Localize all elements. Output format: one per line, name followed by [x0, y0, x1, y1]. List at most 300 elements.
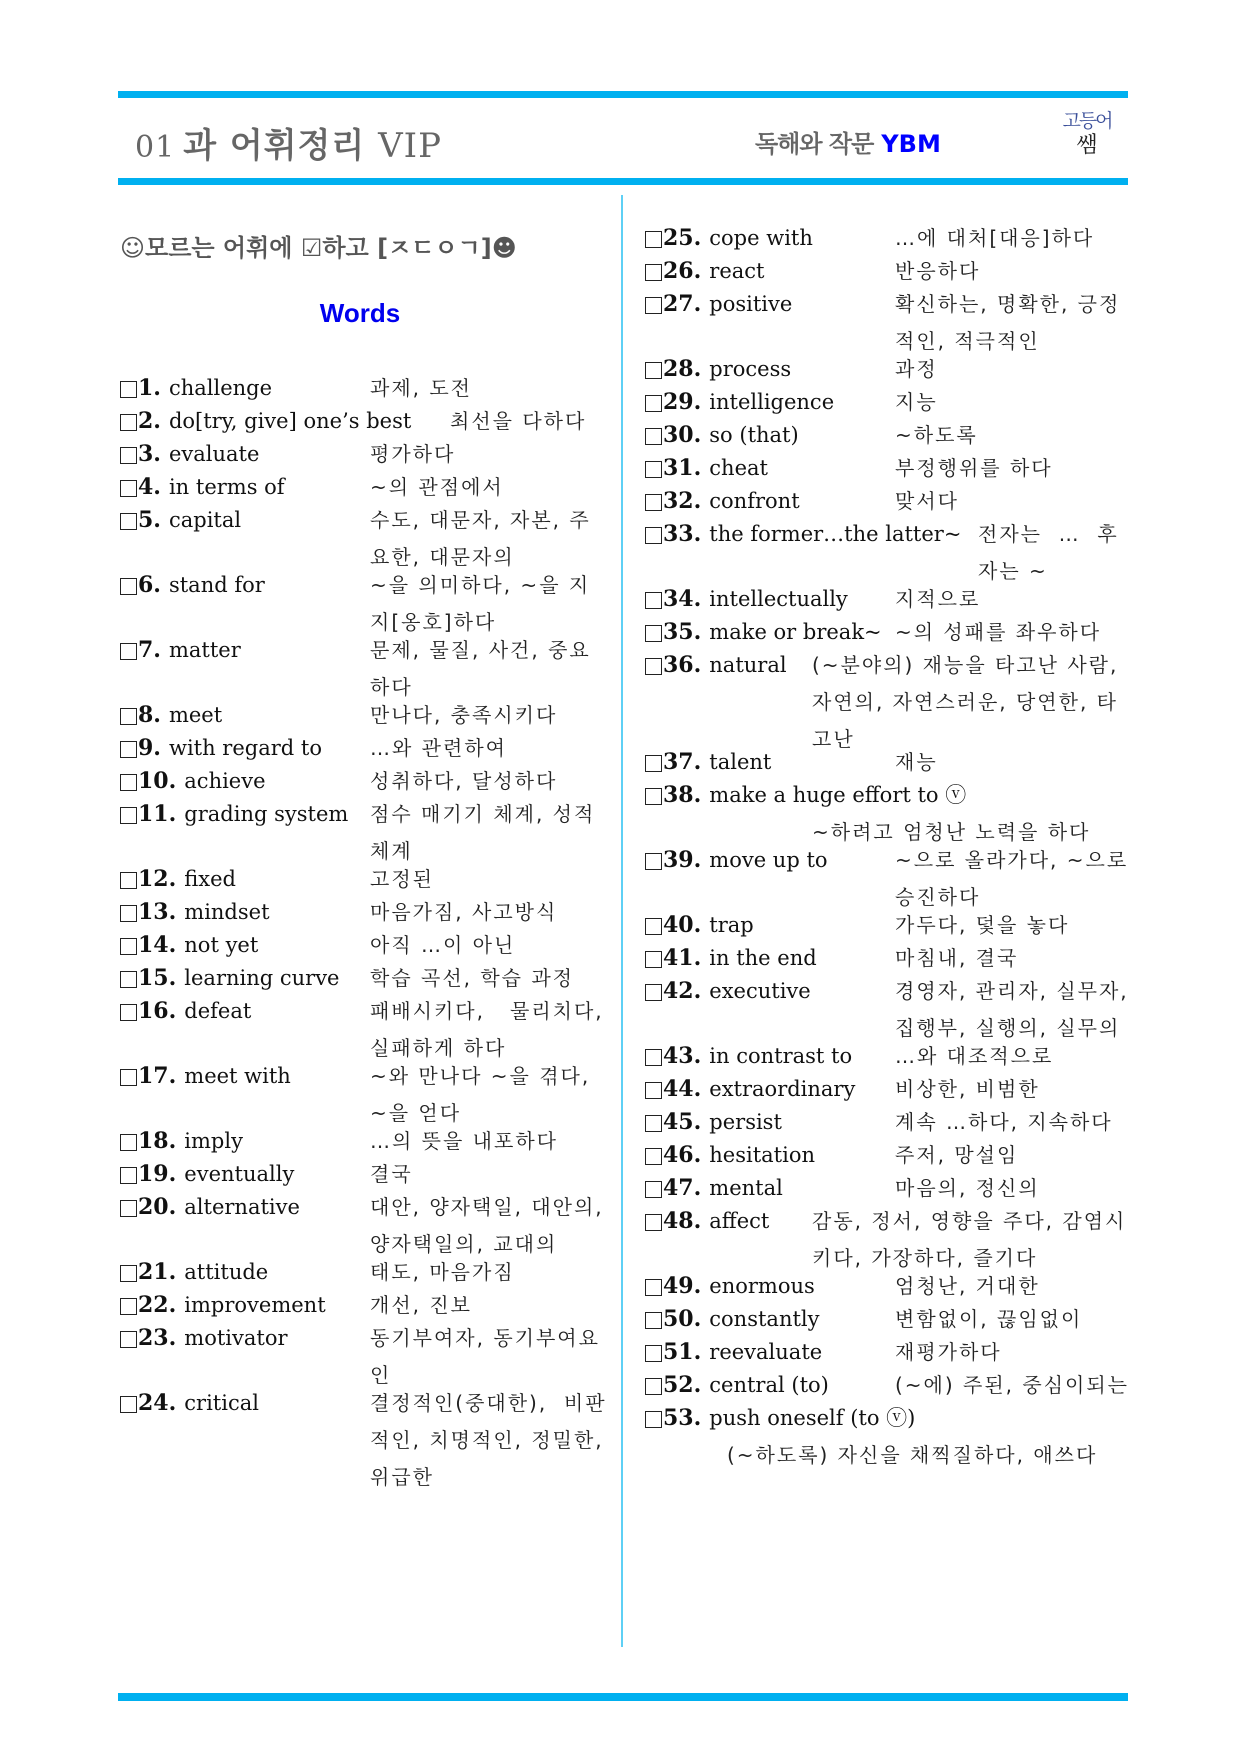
- meaning-line: 확신하는, 명확한, 긍정: [895, 292, 1121, 316]
- english-term: stand for: [168, 573, 265, 597]
- entry-number: 42.: [663, 977, 702, 1004]
- checkbox-icon[interactable]: [120, 1004, 137, 1021]
- meaning-line: 체계: [370, 839, 413, 863]
- english-term: persist: [709, 1109, 782, 1134]
- entry-number: 46.: [663, 1141, 702, 1168]
- entry-number: 29.: [663, 389, 702, 415]
- english-term: attitude: [184, 1260, 269, 1284]
- checkbox-icon[interactable]: [120, 578, 137, 595]
- english-term: with regard to: [168, 736, 322, 760]
- meaning-line: 마음가짐, 사고방식: [370, 900, 558, 924]
- meaning-line: 인: [370, 1363, 392, 1387]
- vocab-entry: [120, 370, 610, 403]
- checkbox-icon[interactable]: [120, 1167, 137, 1184]
- meaning-line: …에 대처[대응]하다: [895, 226, 1095, 250]
- entry-number: 24.: [138, 1390, 177, 1416]
- english-term: alternative: [184, 1195, 300, 1219]
- checkbox-icon[interactable]: [645, 1049, 662, 1066]
- korean-meaning: [895, 1268, 1135, 1305]
- meaning-line: ~의 성패를 좌우하다: [895, 620, 1102, 644]
- vocab-entry: [120, 1320, 610, 1385]
- vocab-entry: [645, 842, 1130, 907]
- entry-number: 19.: [138, 1161, 177, 1187]
- meaning-line: 결정적인(중대한), 비판: [370, 1391, 607, 1415]
- entry-number: 43.: [663, 1042, 702, 1069]
- vocab-entry: [645, 253, 1130, 286]
- checkbox-icon[interactable]: [120, 905, 137, 922]
- english-term: trap: [709, 912, 754, 937]
- korean-meaning: [895, 940, 1135, 977]
- vocab-entry: [120, 763, 610, 796]
- checkbox-icon[interactable]: [120, 381, 137, 398]
- english-term: extraordinary: [709, 1076, 856, 1101]
- korean-meaning: [370, 796, 610, 870]
- checkbox-icon[interactable]: [645, 1345, 662, 1362]
- meaning-line: 위급한: [370, 1465, 434, 1489]
- english-term: achieve: [184, 769, 266, 793]
- checkbox-icon[interactable]: [645, 1279, 662, 1296]
- entry-number: 41.: [663, 944, 702, 971]
- entry-number: 9.: [138, 735, 161, 761]
- vocab-entry: [120, 403, 610, 436]
- korean-meaning: [895, 973, 1135, 1047]
- korean-meaning: [978, 516, 1135, 590]
- meaning-line: 대안, 양자택일, 대안의,: [370, 1195, 604, 1219]
- entry-number: 2.: [138, 408, 161, 434]
- entry-number: 48.: [663, 1207, 702, 1234]
- vocab-entry: [645, 581, 1130, 614]
- vocab-entry: [120, 796, 610, 861]
- checkbox-icon[interactable]: [645, 1312, 662, 1329]
- korean-meaning: [370, 960, 610, 997]
- korean-meaning: [895, 286, 1135, 360]
- teacher-logo: [1060, 112, 1114, 172]
- english-term: hesitation: [709, 1142, 816, 1167]
- checkbox-icon[interactable]: [645, 1214, 662, 1231]
- vocab-entry: [645, 220, 1130, 253]
- english-term: cope with: [709, 226, 813, 250]
- meaning-line: 전자는 … 후: [978, 522, 1119, 546]
- checkbox-icon[interactable]: [645, 951, 662, 968]
- vocab-entry: [645, 384, 1130, 417]
- entry-number: 26.: [663, 258, 702, 284]
- meaning-line: 하다: [370, 675, 413, 699]
- english-term: evaluate: [168, 442, 260, 466]
- english-term: process: [709, 357, 792, 381]
- meaning-line: 재능: [895, 749, 938, 774]
- vocab-entry: [120, 960, 610, 993]
- korean-meaning: [895, 842, 1135, 916]
- checkbox-icon[interactable]: [645, 527, 662, 544]
- checkbox-icon[interactable]: [645, 1181, 662, 1198]
- english-term: mental: [709, 1175, 783, 1200]
- korean-meaning: [895, 1038, 1135, 1075]
- checkbox-icon[interactable]: [645, 755, 662, 772]
- checkbox-icon[interactable]: [645, 918, 662, 935]
- english-term: make or break~: [709, 620, 882, 644]
- korean-meaning: [370, 1385, 610, 1496]
- checkbox-icon[interactable]: [645, 231, 662, 248]
- checkbox-icon[interactable]: [120, 447, 137, 464]
- checkbox-icon[interactable]: [120, 513, 137, 530]
- vocab-entry: [120, 1385, 610, 1489]
- meaning-line: ~하도록: [895, 423, 978, 447]
- section-title-words: Words: [319, 298, 401, 328]
- meaning-line: 변함없이, 끊임없이: [895, 1306, 1083, 1331]
- meaning-line: 맞서다: [895, 489, 959, 513]
- korean-meaning: [370, 763, 610, 800]
- checkbox-icon[interactable]: [120, 971, 137, 988]
- entry-number: 37.: [663, 748, 702, 775]
- header-top-rule: [118, 91, 1128, 98]
- vocab-entry: [645, 1071, 1130, 1104]
- english-term: make a huge effort to ⓥ: [709, 782, 967, 807]
- vocab-entry: [120, 436, 610, 469]
- meaning-line: 실패하게 하다: [370, 1036, 507, 1060]
- checkbox-icon[interactable]: [120, 938, 137, 955]
- english-term: in the end: [709, 945, 817, 970]
- vocab-entry: [645, 1170, 1130, 1203]
- entry-number: 40.: [663, 911, 702, 938]
- entry-number: 7.: [138, 637, 161, 663]
- checkbox-icon[interactable]: [645, 1411, 662, 1428]
- korean-meaning: [370, 632, 610, 706]
- meaning-line: 부정행위를 하다: [895, 456, 1053, 480]
- meaning-line: 마음의, 정신의: [895, 1175, 1040, 1200]
- entry-number: 27.: [663, 291, 702, 317]
- english-term: improvement: [184, 1293, 326, 1317]
- checkbox-icon[interactable]: [120, 1200, 137, 1217]
- entry-number: 49.: [663, 1272, 702, 1299]
- meaning-line: 가두다, 덫을 놓다: [895, 912, 1070, 937]
- korean-meaning: [370, 927, 610, 964]
- logo-line2: 쌤: [1076, 133, 1098, 158]
- checkbox-icon[interactable]: [645, 264, 662, 281]
- lesson-number: 01: [135, 130, 176, 165]
- entry-number: 35.: [663, 619, 702, 645]
- checkbox-icon[interactable]: [120, 643, 137, 660]
- vocab-entry: [645, 450, 1130, 483]
- english-term: react: [709, 259, 765, 283]
- vocab-entry: [645, 744, 1130, 777]
- checkbox-icon[interactable]: [645, 1378, 662, 1395]
- checkbox-icon[interactable]: [645, 592, 662, 609]
- english-term: intelligence: [709, 390, 835, 414]
- korean-meaning: (~하도록) 자신을 채찍질하다, 애쓰다: [727, 1442, 1098, 1467]
- checkbox-icon[interactable]: [120, 741, 137, 758]
- vocab-entry: [645, 1137, 1130, 1170]
- entry-number: 30.: [663, 422, 702, 448]
- korean-meaning: [370, 1156, 610, 1193]
- korean-meaning: [895, 744, 1135, 781]
- english-term: meet with: [184, 1064, 291, 1088]
- checkbox-icon[interactable]: [645, 1115, 662, 1132]
- checkbox-icon[interactable]: [645, 658, 662, 675]
- entry-number: 44.: [663, 1075, 702, 1102]
- english-term: capital: [168, 508, 242, 532]
- checkbox-icon[interactable]: [120, 414, 137, 431]
- meaning-line: 승진하다: [895, 884, 981, 909]
- entry-number: 45.: [663, 1108, 702, 1135]
- logo-line1: 고등어: [1062, 110, 1112, 132]
- korean-meaning: [370, 993, 610, 1067]
- english-term: the former…the latter~: [709, 522, 962, 546]
- meaning-line: 재평가하다: [895, 1339, 1002, 1364]
- meaning-line: 비상한, 비범한: [895, 1076, 1040, 1101]
- english-term: grading system: [184, 802, 349, 826]
- vocab-entry: [645, 1038, 1130, 1071]
- checkbox-icon[interactable]: [645, 461, 662, 478]
- vocab-entry: [120, 927, 610, 960]
- checkbox-icon[interactable]: [120, 1331, 137, 1348]
- title-text: 과 어휘정리: [183, 126, 366, 166]
- meaning-line: 요한, 대문자의: [370, 545, 515, 569]
- vocab-entry: [120, 894, 610, 927]
- entry-number: 3.: [138, 441, 161, 467]
- checkbox-icon[interactable]: [120, 774, 137, 791]
- vocab-entry: [120, 502, 610, 567]
- english-term: so (that): [709, 423, 799, 447]
- english-term: critical: [184, 1391, 259, 1415]
- checkbox-icon[interactable]: [120, 872, 137, 889]
- meaning-line: 과제, 도전: [370, 376, 472, 400]
- meaning-line: ~와 만나다 ~을 겪다,: [370, 1064, 591, 1088]
- meaning-line: ~을 얻다: [370, 1101, 462, 1125]
- entry-number: 38.: [663, 781, 702, 808]
- entry-number: 31.: [663, 455, 702, 481]
- korean-meaning: [370, 567, 610, 641]
- english-term: confront: [709, 489, 800, 513]
- meaning-line: (~분야의) 재능을 타고난 사람,: [812, 653, 1119, 677]
- meaning-line: 성취하다, 달성하다: [370, 769, 558, 793]
- english-term: in terms of: [168, 475, 285, 499]
- entry-number: 13.: [138, 899, 177, 925]
- entry-number: 11.: [138, 801, 177, 827]
- entry-number: 23.: [138, 1325, 177, 1351]
- meaning-line: 엄청난, 거대한: [895, 1273, 1040, 1298]
- checkbox-icon[interactable]: [120, 708, 137, 725]
- korean-meaning: [895, 450, 1135, 487]
- checkbox-icon[interactable]: [645, 395, 662, 412]
- english-term: not yet: [184, 933, 259, 957]
- entry-number: 15.: [138, 965, 177, 991]
- meaning-line: ~을 의미하다, ~을 지: [370, 573, 591, 597]
- checkbox-icon[interactable]: [645, 788, 662, 805]
- english-term: talent: [709, 749, 772, 774]
- vocab-entry: [645, 1334, 1130, 1367]
- korean-meaning: [370, 1287, 610, 1324]
- entry-number: 22.: [138, 1292, 177, 1318]
- entry-number: 47.: [663, 1174, 702, 1201]
- checkbox-icon[interactable]: [120, 1134, 137, 1151]
- korean-meaning: ~하려고 엄청난 노력을 하다: [812, 819, 1091, 844]
- english-term: matter: [168, 638, 241, 662]
- entry-number: 10.: [138, 768, 177, 794]
- entry-number: 6.: [138, 572, 161, 598]
- vocab-entry: [645, 907, 1130, 940]
- korean-meaning: [895, 483, 1135, 520]
- english-term: mindset: [184, 900, 270, 924]
- entry-number: 5.: [138, 507, 161, 533]
- checkbox-icon[interactable]: [645, 297, 662, 314]
- english-term: cheat: [709, 456, 768, 480]
- korean-meaning: [895, 581, 1135, 618]
- meaning-line: 개선, 진보: [370, 1293, 472, 1317]
- english-term: positive: [709, 292, 793, 316]
- english-term: learning curve: [184, 966, 340, 990]
- vocab-entry: [645, 1367, 1130, 1400]
- entry-number: 25.: [663, 225, 702, 251]
- meaning-line: (~에) 주된, 중심이되는: [895, 1372, 1129, 1397]
- column-divider: [621, 195, 623, 1647]
- entry-number: 17.: [138, 1063, 177, 1089]
- korean-meaning: [812, 647, 1135, 758]
- korean-meaning: [895, 1334, 1135, 1371]
- footer-rule: [118, 1693, 1128, 1701]
- vocab-entry: [645, 286, 1130, 351]
- meaning-line: 주저, 망설임: [895, 1142, 1019, 1167]
- vocab-entry: [120, 1254, 610, 1287]
- korean-meaning: [370, 469, 610, 506]
- korean-meaning: [370, 730, 610, 767]
- korean-meaning: [895, 1137, 1135, 1174]
- korean-meaning: [895, 417, 1135, 454]
- vocab-entry: [645, 973, 1130, 1038]
- korean-meaning: [895, 907, 1135, 944]
- english-term: central (to): [709, 1372, 829, 1397]
- left-word-list: [120, 370, 610, 1489]
- english-term: challenge: [168, 376, 273, 400]
- entry-number: 39.: [663, 846, 702, 873]
- english-term: natural: [709, 653, 787, 677]
- english-term: in contrast to: [709, 1043, 853, 1068]
- korean-meaning: [895, 1170, 1135, 1207]
- korean-meaning: [895, 351, 1135, 388]
- meaning-line: ~의 관점에서: [370, 475, 504, 499]
- title-vip: VIP: [378, 126, 442, 166]
- entry-number: 8.: [138, 702, 161, 728]
- meaning-line: 동기부여자, 동기부여요: [370, 1326, 600, 1350]
- english-term: constantly: [709, 1306, 820, 1331]
- checkbox-icon[interactable]: [645, 1148, 662, 1165]
- meaning-line: 점수 매기기 체계, 성적: [370, 802, 596, 826]
- vocab-entry: [645, 351, 1130, 384]
- entry-number: 33.: [663, 521, 702, 547]
- checkbox-icon[interactable]: [645, 494, 662, 511]
- korean-meaning: [370, 1254, 610, 1291]
- english-term: imply: [184, 1129, 243, 1153]
- meaning-line: 경영자, 관리자, 실무자,: [895, 978, 1129, 1003]
- entry-number: 34.: [663, 586, 702, 612]
- book-name: [755, 124, 941, 159]
- right-word-list: [645, 220, 1130, 1465]
- meaning-line: 지적으로: [895, 587, 981, 611]
- checkbox-icon[interactable]: [645, 984, 662, 1001]
- checkbox-icon[interactable]: [645, 625, 662, 642]
- english-term: intellectually: [709, 587, 848, 611]
- english-term: motivator: [184, 1326, 288, 1350]
- checkbox-icon[interactable]: [645, 428, 662, 445]
- checkbox-icon[interactable]: [120, 1069, 137, 1086]
- english-term: reevaluate: [709, 1339, 823, 1364]
- page-title: [135, 118, 442, 167]
- korean-meaning: [812, 1203, 1135, 1277]
- korean-meaning: [895, 1367, 1135, 1404]
- meaning-line: 양자택일의, 교대의: [370, 1232, 558, 1256]
- korean-meaning: [895, 1071, 1135, 1108]
- checkbox-icon[interactable]: [120, 1396, 137, 1413]
- checkbox-icon[interactable]: [645, 1082, 662, 1099]
- korean-meaning: [370, 1189, 610, 1263]
- meaning-line: …의 뜻을 내포하다: [370, 1129, 558, 1153]
- checkbox-icon[interactable]: [645, 853, 662, 870]
- vocab-entry: [120, 632, 610, 697]
- vocab-entry: [645, 940, 1130, 973]
- checkbox-icon[interactable]: [645, 362, 662, 379]
- meaning-line: 고정된: [370, 867, 434, 891]
- meaning-line: 계속 …하다, 지속하다: [895, 1109, 1113, 1134]
- publisher-label: YBM: [881, 130, 941, 158]
- entry-number: 32.: [663, 488, 702, 514]
- meaning-line: 아직 …이 아닌: [370, 933, 516, 957]
- korean-meaning: [895, 384, 1135, 421]
- english-term: push oneself (to ⓥ): [709, 1405, 916, 1430]
- english-term: fixed: [184, 867, 237, 891]
- entry-number: 14.: [138, 932, 177, 958]
- meaning-line: ~으로 올라가다, ~으로: [895, 847, 1129, 872]
- checkbox-icon[interactable]: [120, 1265, 137, 1282]
- meaning-line: 반응하다: [895, 259, 981, 283]
- vocab-entry: [645, 614, 1130, 647]
- entry-number: 50.: [663, 1305, 702, 1332]
- vocab-entry: [120, 861, 610, 894]
- korean-meaning: [370, 370, 610, 407]
- entry-number: 28.: [663, 356, 702, 382]
- english-term: affect: [709, 1208, 770, 1233]
- instructions: ☺모르는 어휘에 ☑하고 [ㅈㄷㅇㄱ]☻: [120, 234, 517, 262]
- korean-meaning: [895, 220, 1135, 257]
- meaning-line: 자는 ~: [978, 559, 1048, 583]
- meaning-line: 고난: [812, 727, 855, 751]
- entry-number: 18.: [138, 1128, 177, 1154]
- vocab-entry: [645, 417, 1130, 450]
- meaning-line: 적인, 치명적인, 정밀한,: [370, 1428, 604, 1452]
- vocab-entry: [120, 730, 610, 763]
- meaning-line: 감동, 정서, 영향을 주다, 감염시: [812, 1208, 1127, 1233]
- korean-meaning: [895, 1104, 1135, 1141]
- vocab-entry: [645, 1268, 1130, 1301]
- korean-meaning: [370, 436, 610, 473]
- meaning-line: 패배시키다, 물리치다,: [370, 999, 604, 1023]
- meaning-line: 학습 곡선, 학습 과정: [370, 966, 574, 990]
- vocab-entry: [120, 1189, 610, 1254]
- checkbox-icon[interactable]: [120, 1298, 137, 1315]
- vocab-entry: [645, 777, 1130, 842]
- meaning-line: 결국: [370, 1162, 413, 1186]
- meaning-line: 자연의, 자연스러운, 당연한, 타: [812, 690, 1118, 714]
- korean-meaning: [370, 1058, 610, 1132]
- vocab-entry: [645, 1301, 1130, 1334]
- meaning-line: 만나다, 충족시키다: [370, 703, 558, 727]
- entry-number: 21.: [138, 1259, 177, 1285]
- checkbox-icon[interactable]: [120, 807, 137, 824]
- vocab-entry: [120, 567, 610, 632]
- vocab-entry: [645, 1400, 1130, 1465]
- book-title: 독해와 작문: [755, 130, 874, 158]
- meaning-line: 최선을 다하다: [450, 409, 587, 433]
- english-term: move up to: [709, 847, 828, 872]
- checkbox-icon[interactable]: [120, 480, 137, 497]
